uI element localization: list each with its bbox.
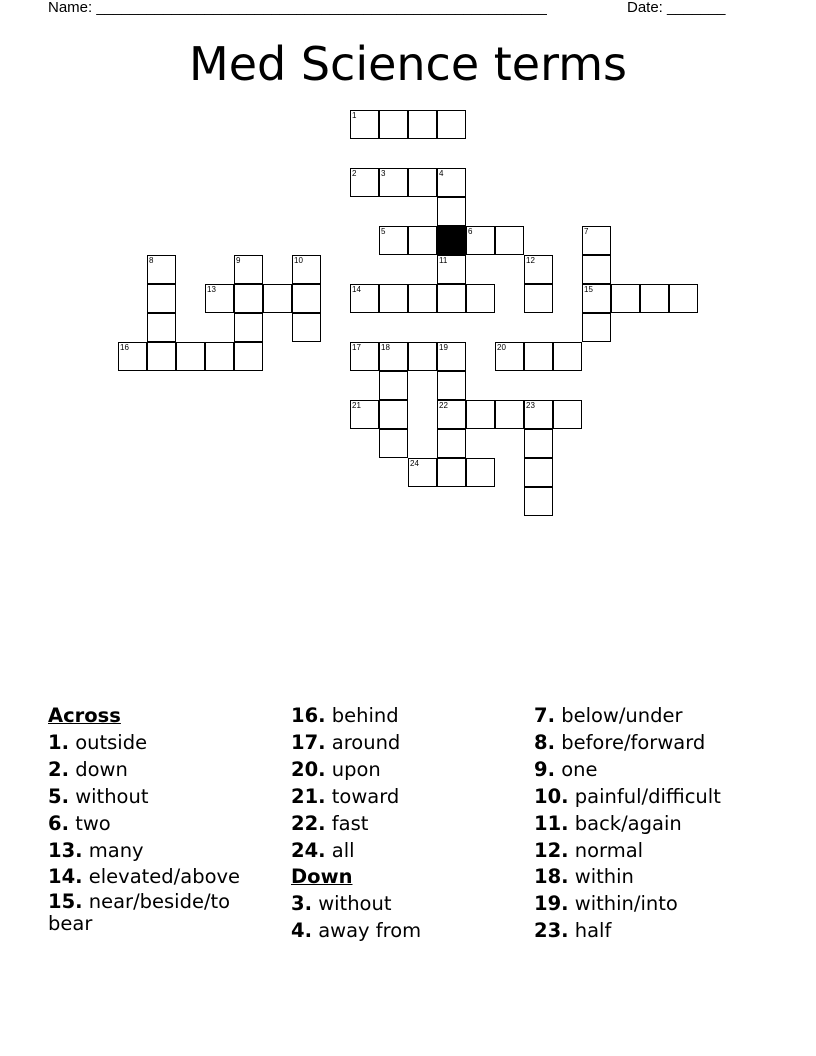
clues-column-1	[48, 703, 280, 935]
cell-number: 2	[352, 169, 357, 178]
grid-cell[interactable]	[582, 313, 611, 342]
grid-cell[interactable]	[379, 168, 408, 197]
clue-across-22: 22. fast	[291, 811, 369, 835]
grid-cell[interactable]	[263, 284, 292, 313]
grid-cell[interactable]	[524, 284, 553, 313]
clues-column-3	[534, 703, 804, 945]
grid-cell[interactable]	[379, 226, 408, 255]
cell-number: 19	[439, 343, 448, 352]
clue-across-21: 21. toward	[291, 784, 400, 808]
grid-cell[interactable]	[437, 400, 466, 429]
cell-number: 13	[207, 285, 216, 294]
grid-cell[interactable]	[234, 255, 263, 284]
cell-number: 20	[497, 343, 506, 352]
cell-number: 4	[439, 169, 444, 178]
grid-cell[interactable]	[437, 458, 466, 487]
clue-across-24: 24. all	[291, 838, 355, 862]
clue-down-8: 8. before/forward	[534, 730, 706, 754]
grid-cell[interactable]	[176, 342, 205, 371]
clue-down-23: 23. half	[534, 919, 612, 943]
grid-cell[interactable]	[553, 400, 582, 429]
grid-cell[interactable]	[582, 284, 611, 313]
grid-cell[interactable]	[379, 110, 408, 139]
grid-cell[interactable]	[437, 371, 466, 400]
grid-cell[interactable]	[350, 168, 379, 197]
grid-cell[interactable]	[495, 226, 524, 255]
grid-cell[interactable]	[379, 429, 408, 458]
page-title: Med Science terms	[189, 37, 627, 91]
clue-across-20: 20. upon	[291, 757, 381, 781]
grid-cell[interactable]	[437, 255, 466, 284]
grid-cell[interactable]	[147, 284, 176, 313]
cell-number: 12	[526, 256, 535, 265]
grid-cell[interactable]	[350, 110, 379, 139]
cell-number: 15	[584, 285, 593, 294]
clue-down-19: 19. within/into	[534, 892, 678, 916]
clue-down-10: 10. painful/difficult	[534, 784, 721, 808]
grid-cell[interactable]	[495, 400, 524, 429]
grid-cell[interactable]	[437, 168, 466, 197]
grid-cell[interactable]	[379, 342, 408, 371]
grid-cell[interactable]	[350, 284, 379, 313]
clue-down-4: 4. away from	[291, 919, 422, 943]
grid-cell[interactable]	[205, 342, 234, 371]
grid-cell[interactable]	[234, 342, 263, 371]
cell-number: 23	[526, 401, 535, 410]
grid-cell[interactable]	[408, 284, 437, 313]
grid-cell[interactable]	[147, 342, 176, 371]
cell-number: 14	[352, 285, 361, 294]
grid-cell[interactable]	[292, 313, 321, 342]
grid-cell[interactable]	[408, 168, 437, 197]
grid-cell[interactable]	[582, 226, 611, 255]
grid-cell[interactable]	[466, 458, 495, 487]
cell-number: 16	[120, 343, 129, 352]
clue-across-6: 6. two	[48, 811, 111, 835]
clue-down-12: 12. normal	[534, 838, 644, 862]
clue-across-17: 17. around	[291, 730, 401, 754]
grid-cell[interactable]	[234, 284, 263, 313]
down-heading: Down	[291, 865, 353, 889]
grid-cell[interactable]	[524, 342, 553, 371]
grid-cell[interactable]	[379, 371, 408, 400]
clue-across-2: 2. down	[48, 757, 128, 781]
grid-block	[437, 226, 466, 255]
grid-cell[interactable]	[669, 284, 698, 313]
cell-number: 10	[294, 256, 303, 265]
grid-cell[interactable]	[524, 400, 553, 429]
cell-number: 8	[149, 256, 154, 265]
grid-cell[interactable]	[408, 226, 437, 255]
clue-across-13: 13. many	[48, 838, 144, 862]
date-field: Date: _______	[627, 0, 726, 16]
clue-across-14: 14. elevated/above	[48, 865, 241, 889]
grid-cell[interactable]	[292, 284, 321, 313]
grid-cell[interactable]	[408, 458, 437, 487]
grid-cell[interactable]	[466, 226, 495, 255]
cell-number: 18	[381, 343, 390, 352]
clue-across-5: 5. without	[48, 784, 149, 808]
cell-number: 7	[584, 227, 589, 236]
clue-across-15: 15. near/beside/to bear	[48, 890, 231, 936]
grid-cell[interactable]	[466, 400, 495, 429]
grid-cell[interactable]	[408, 110, 437, 139]
cell-number: 24	[410, 459, 419, 468]
cell-number: 5	[381, 227, 386, 236]
grid-cell[interactable]	[379, 400, 408, 429]
grid-cell[interactable]	[640, 284, 669, 313]
clue-across-1: 1. outside	[48, 730, 148, 754]
grid-cell[interactable]	[466, 284, 495, 313]
across-heading: Across	[48, 704, 121, 727]
grid-cell[interactable]	[611, 284, 640, 313]
grid-cell[interactable]	[234, 313, 263, 342]
grid-cell[interactable]	[524, 458, 553, 487]
grid-cell[interactable]	[524, 429, 553, 458]
grid-cell[interactable]	[350, 400, 379, 429]
cell-number: 3	[381, 169, 386, 178]
clue-down-11: 11. back/again	[534, 811, 682, 835]
grid-cell[interactable]	[524, 255, 553, 284]
clue-down-18: 18. within	[534, 865, 634, 889]
cell-number: 6	[468, 227, 473, 236]
grid-cell[interactable]	[408, 342, 437, 371]
cell-number: 22	[439, 401, 448, 410]
grid-cell[interactable]	[437, 284, 466, 313]
grid-cell[interactable]	[147, 255, 176, 284]
clues-column-2	[291, 703, 523, 945]
name-field: Name: ______________________________________________________	[48, 0, 547, 16]
clue-down-9: 9. one	[534, 757, 598, 781]
grid-cell[interactable]	[437, 197, 466, 226]
clue-down-7: 7. below/under	[534, 704, 683, 727]
cell-number: 21	[352, 401, 361, 410]
cell-number: 17	[352, 343, 361, 352]
grid-cell[interactable]	[553, 342, 582, 371]
grid-cell[interactable]	[437, 429, 466, 458]
grid-cell[interactable]	[350, 342, 379, 371]
cell-number: 1	[352, 111, 357, 120]
cell-number: 9	[236, 256, 241, 265]
clue-down-3: 3. without	[291, 892, 392, 916]
cell-number: 11	[439, 256, 448, 265]
grid-cell[interactable]	[205, 284, 234, 313]
grid-cell[interactable]	[147, 313, 176, 342]
grid-cell[interactable]	[495, 342, 524, 371]
grid-cell[interactable]	[437, 110, 466, 139]
grid-cell[interactable]	[582, 255, 611, 284]
clue-across-16: 16. behind	[291, 704, 399, 727]
grid-cell[interactable]	[524, 487, 553, 516]
grid-cell[interactable]	[379, 284, 408, 313]
grid-cell[interactable]	[118, 342, 147, 371]
grid-cell[interactable]	[437, 342, 466, 371]
grid-cell[interactable]	[292, 255, 321, 284]
